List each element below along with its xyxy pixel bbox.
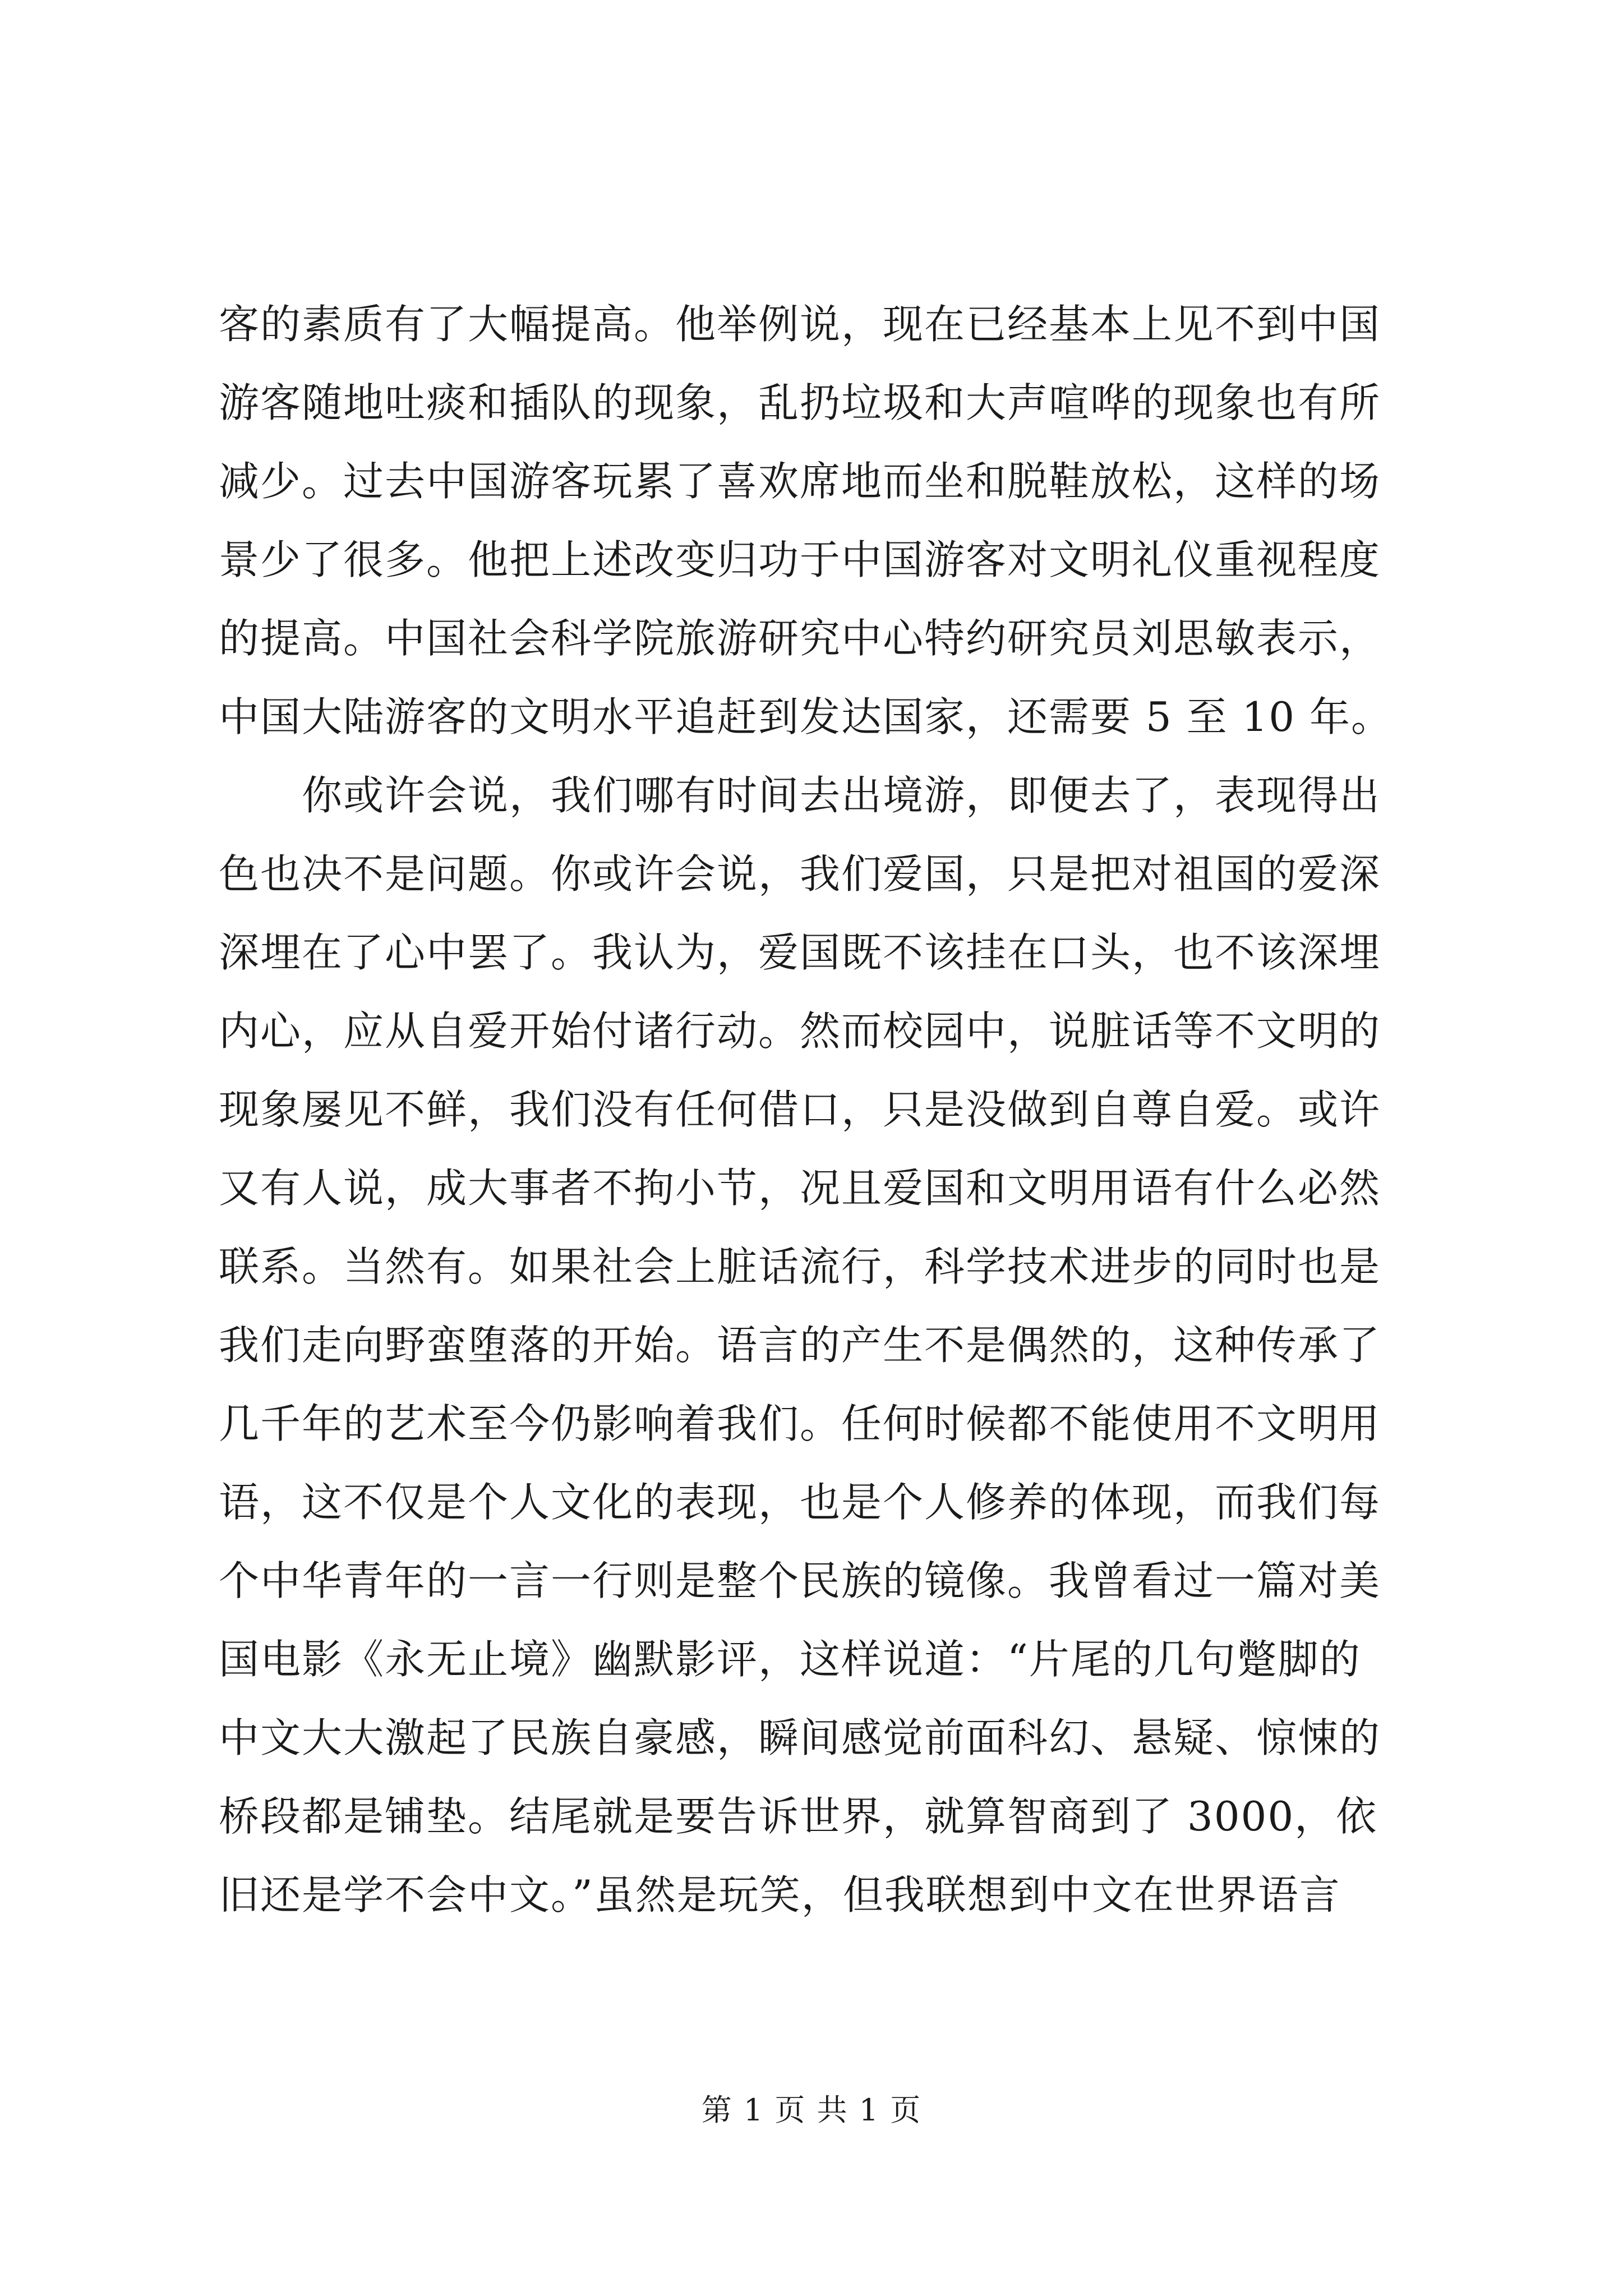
paragraph-first-line: 你或许会说，我们哪有时间去出境游，即便去了，表现得出 bbox=[302, 772, 1381, 819]
text-line: 深埋在了心中罢了。我认为，爱国既不该挂在口头，也不该深埋 bbox=[219, 929, 1381, 976]
text-line: 我们走向野蛮堕落的开始。语言的产生不是偶然的，这种传承了 bbox=[219, 1322, 1381, 1369]
text-line: 色也决不是问题。你或许会说，我们爱国，只是把对祖国的爱深 bbox=[219, 850, 1381, 898]
text-line: 内心，应从自爱开始付诸行动。然而校园中，说脏话等不文明的 bbox=[219, 1007, 1381, 1055]
text-line: 语，这不仅是个人文化的表现，也是个人修养的体现，而我们每 bbox=[219, 1479, 1381, 1526]
text-line: 旧还是学不会中文。”虽然是玩笑，但我联想到中文在世界语言 bbox=[219, 1871, 1341, 1918]
page-number-footer: 第 1 页 共 1 页 bbox=[701, 2092, 922, 2128]
text-line: 个中华青年的一言一行则是整个民族的镜像。我曾看过一篇对美 bbox=[219, 1557, 1381, 1604]
text-line: 客的素质有了大幅提高。他举例说，现在已经基本上见不到中国 bbox=[219, 301, 1381, 348]
text-line: 的提高。中国社会科学院旅游研究中心特约研究员刘思敏表示， bbox=[219, 615, 1381, 662]
text-line: 中国大陆游客的文明水平追赶到发达国家，还需要 5 至 10 年。 bbox=[219, 693, 1393, 740]
text-line: 国电影《永无止境》幽默影评，这样说道：“片尾的几句蹩脚的 bbox=[219, 1636, 1361, 1683]
text-line: 桥段都是铺垫。结尾就是要告诉世界，就算智商到了 3000，依 bbox=[219, 1793, 1378, 1840]
body-text bbox=[219, 285, 1424, 1934]
text-line: 现象屡见不鲜，我们没有任何借口，只是没做到自尊自爱。或许 bbox=[219, 1086, 1381, 1133]
text-line: 几千年的艺术至今仍影响着我们。任何时候都不能使用不文明用 bbox=[219, 1400, 1381, 1447]
text-line: 联系。当然有。如果社会上脏话流行，科学技术进步的同时也是 bbox=[219, 1243, 1381, 1290]
text-line: 又有人说，成大事者不拘小节，况且爱国和文明用语有什么必然 bbox=[219, 1165, 1381, 1212]
text-line: 中文大大激起了民族自豪感，瞬间感觉前面科幻、悬疑、惊悚的 bbox=[219, 1714, 1381, 1761]
text-line: 景少了很多。他把上述改变归功于中国游客对文明礼仪重视程度 bbox=[219, 536, 1381, 583]
text-line: 减少。过去中国游客玩累了喜欢席地而坐和脱鞋放松，这样的场 bbox=[219, 458, 1381, 505]
text-line: 游客随地吐痰和插队的现象，乱扔垃圾和大声喧哗的现象也有所 bbox=[219, 379, 1381, 426]
